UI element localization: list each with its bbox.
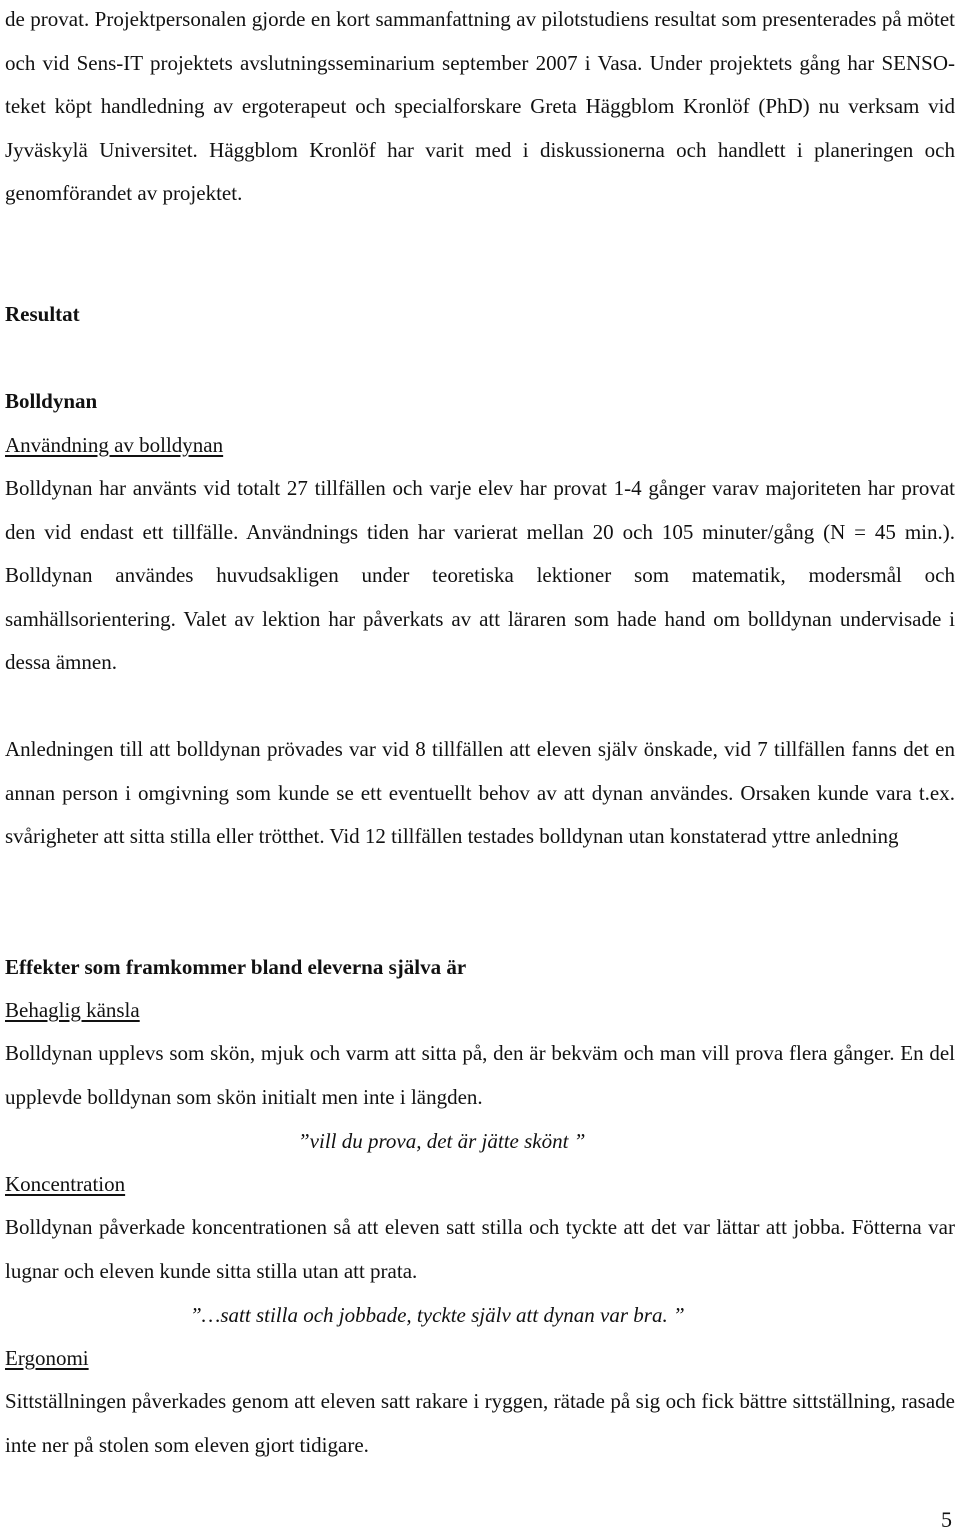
- paragraph-anvandning: Bolldynan har använts vid totalt 27 tillfällen och varje elev har provat 1-4 gånger varav majoriteten har provat den vid endast ett tillfälle. Användnings tiden har varierat mellan 20 och 105 minuter/gång (N = 45 min.). Bolldynan användes huvudsakligen under teoretiska lektioner som matematik, modersmål och samhällsorientering. Valet av lektion har påverkats av att läraren som hade hand om bolldynan undervisade i dessa ämnen.: [5, 476, 955, 675]
- page-number: 5: [941, 1507, 952, 1532]
- paragraph-koncentration: Bolldynan påverkade koncentrationen så att eleven satt stilla och tyckte att det var lättar att jobba. Fötterna var lugnar och eleven kunde sitta stilla utan att prata.: [5, 1215, 955, 1283]
- heading-resultat: Resultat: [5, 302, 80, 326]
- paragraph-ergonomi: Sittställningen påverkades genom att eleven satt rakare i ryggen, rätade på sig och fick bättre sittställning, rasade inte ner på stolen som eleven gjort tidigare.: [5, 1389, 955, 1457]
- heading-bolldynan: Bolldynan: [5, 389, 98, 413]
- subheading-ergonomi: Ergonomi: [5, 1346, 89, 1370]
- paragraph-behaglig: Bolldynan upplevs som skön, mjuk och varm att sitta på, den är bekväm och man vill prova flera gånger. En del upplevde bolldynan som skön initialt men inte i längden.: [5, 1041, 955, 1109]
- quote-behaglig: ”vill du prova, det är jätte skönt ”: [298, 1129, 586, 1153]
- subheading-koncentration: Koncentration: [5, 1172, 126, 1196]
- subheading-behaglig: Behaglig känsla: [5, 998, 140, 1022]
- paragraph-anledning: Anledningen till att bolldynan prövades var vid 8 tillfällen att eleven själv önskade, vid 7 tillfällen fanns det en annan person i omgivning som kunde se ett eventuellt behov av att dynan användes. Orsaken kunde vara t.ex. svårigheter att sitta stilla eller trötthet. Vid 12 tillfällen testades bolldynan utan konstaterad yttre anledning: [5, 737, 955, 849]
- quote-koncentration: ”…satt stilla och jobbade, tyckte själv att dynan var bra. ”: [190, 1303, 685, 1327]
- subheading-anvandning: Användning av bolldynan: [5, 433, 224, 457]
- heading-effekter: Effekter som framkommer bland eleverna själva är: [5, 955, 467, 979]
- intro-paragraph: de provat. Projektpersonalen gjorde en kort sammanfattning av pilotstudiens resultat som presenterades på mötet och vid Sens-IT projektets avslutningsseminarium september 2007 i Vasa. Under projektets gång har SENSO-teket köpt handledning av ergoterapeut och specialforskare Greta Häggblom Kronlöf (PhD) nu verksam vid Jyväskylä Universitet. Häggblom Kronlöf har varit med i diskussionerna och handlett i planeringen och genomförandet av projektet.: [5, 7, 955, 206]
